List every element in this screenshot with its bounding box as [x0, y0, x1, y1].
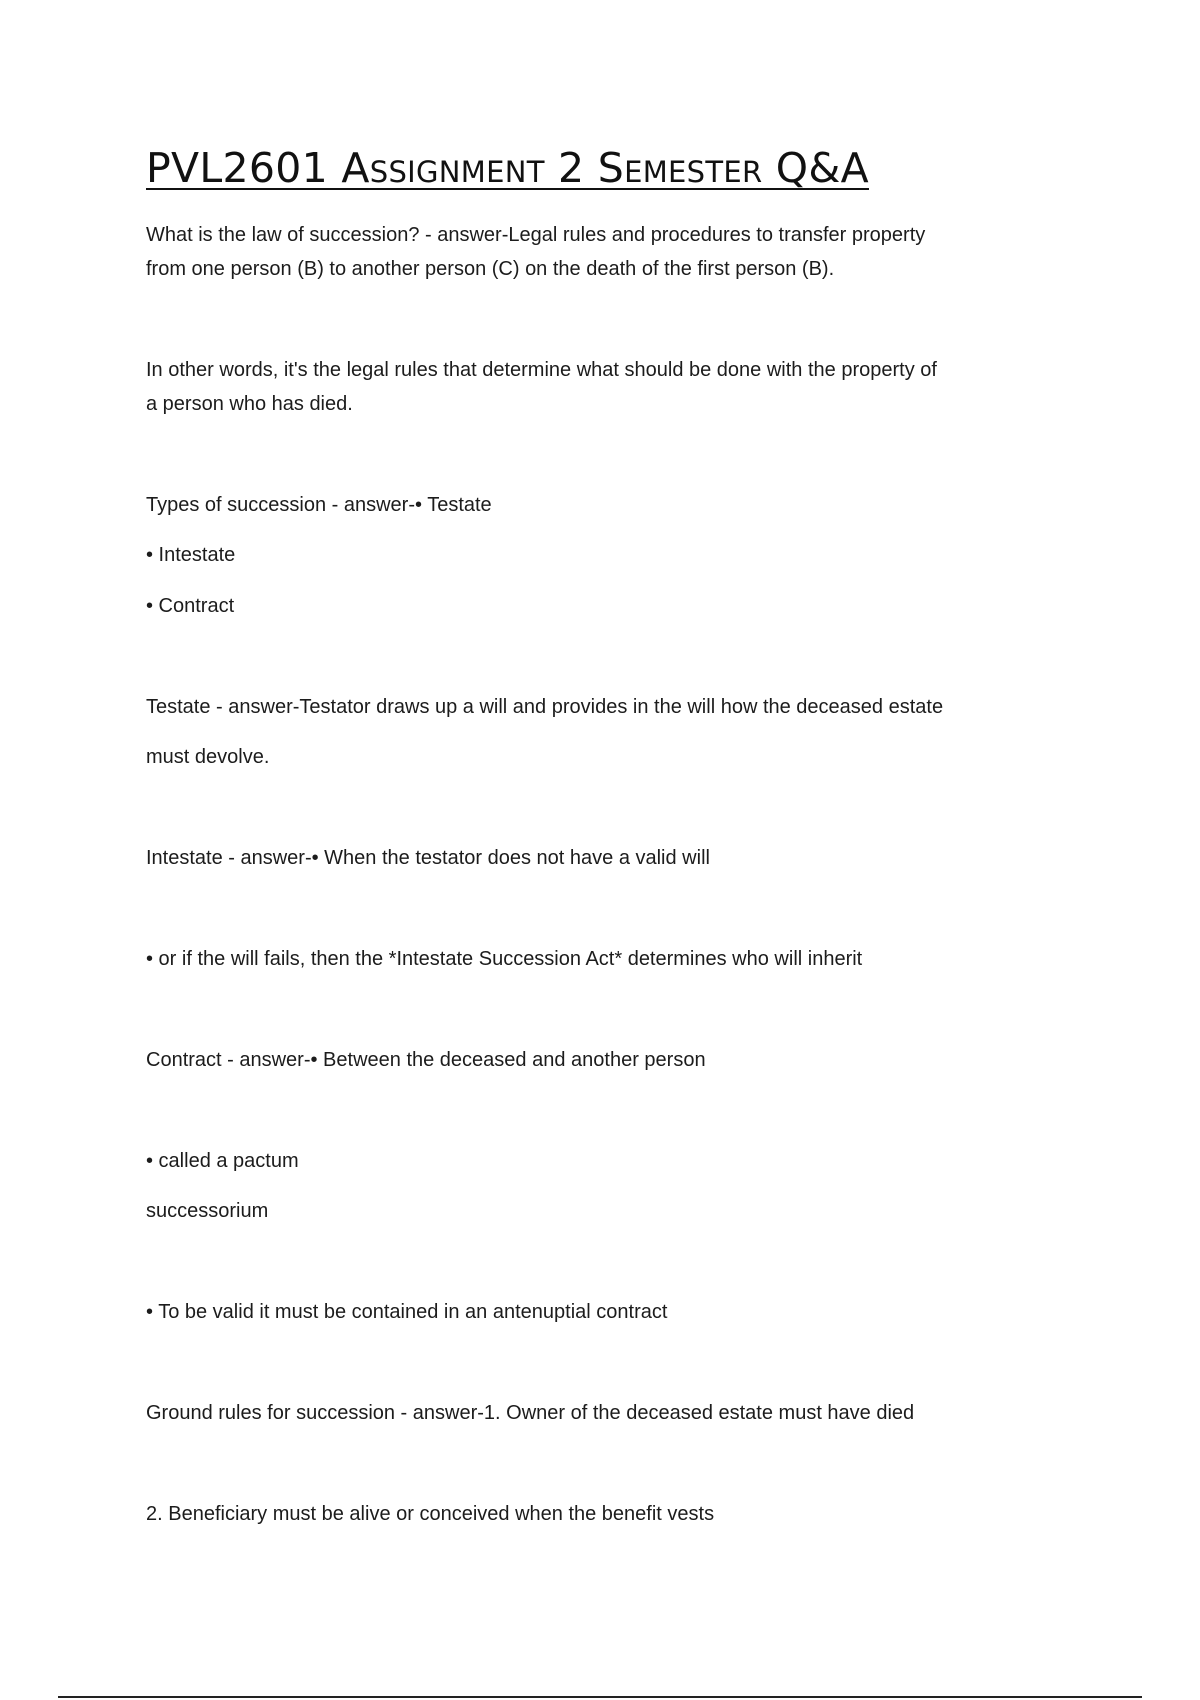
- text-line: What is the law of succession? - answer-Legal rules and procedures to transfer property: [146, 224, 926, 246]
- list-item: • To be valid it must be contained in an antenuptial contract: [146, 1301, 668, 1323]
- document-title: PVL2601 Assignment 2 Semester Q&A: [146, 144, 869, 192]
- text-line: Testate - answer-Testator draws up a will and provides in the will how the deceased estate: [146, 696, 944, 718]
- list-item: • Contract: [146, 595, 235, 617]
- text-line: from one person (B) to another person (C) on the death of the first person (B).: [146, 258, 835, 280]
- footer-rule: [58, 1696, 1142, 1698]
- list-item: • or if the will fails, then the *Intestate Succession Act* determines who will inherit: [146, 948, 863, 970]
- text-line: successorium: [146, 1200, 269, 1222]
- list-item: • called a pactum: [146, 1150, 299, 1172]
- text-line: 2. Beneficiary must be alive or conceived when the benefit vests: [146, 1503, 715, 1525]
- text-line: Contract - answer-• Between the deceased and another person: [146, 1049, 706, 1071]
- text-line: Ground rules for succession - answer-1. Owner of the deceased estate must have died: [146, 1402, 915, 1424]
- text-line: Types of succession - answer-• Testate: [146, 494, 492, 516]
- text-line: must devolve.: [146, 746, 270, 768]
- text-line: In other words, it's the legal rules that determine what should be done with the property of: [146, 359, 937, 381]
- list-item: • Intestate: [146, 544, 236, 566]
- text-line: Intestate - answer-• When the testator does not have a valid will: [146, 847, 710, 869]
- text-line: a person who has died.: [146, 393, 353, 415]
